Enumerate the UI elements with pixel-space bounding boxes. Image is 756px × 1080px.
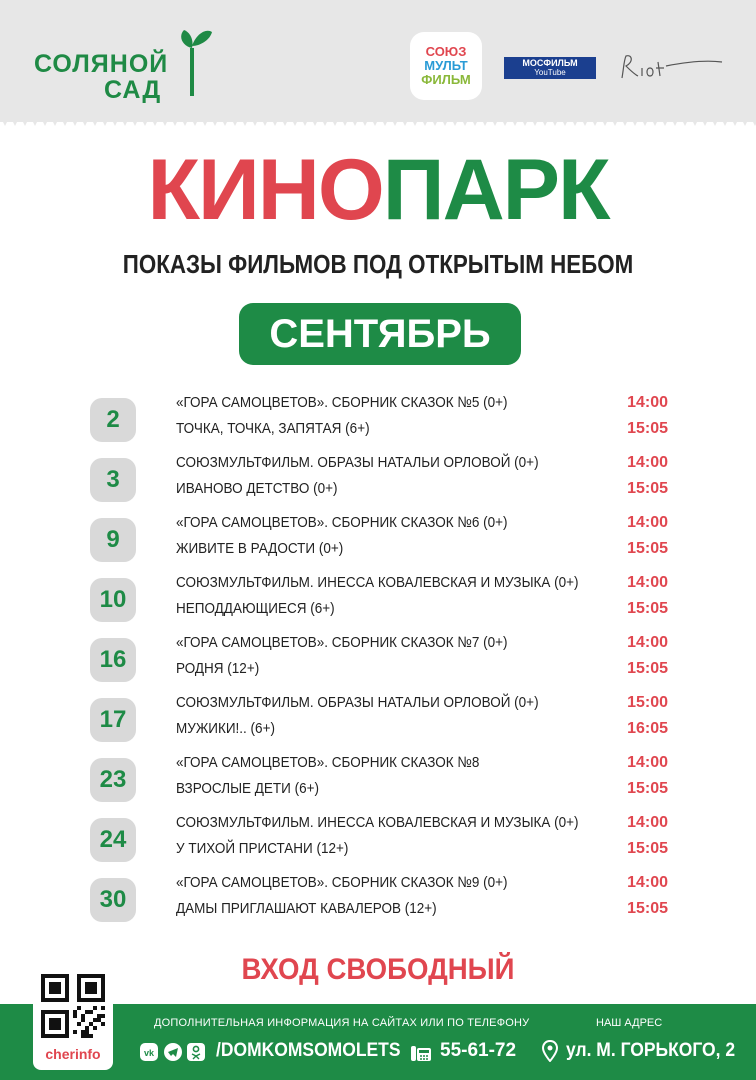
- schedule-row: [0, 694, 756, 758]
- showtime-first: 14:00: [627, 634, 668, 651]
- day-number: 17: [90, 698, 136, 742]
- film-title-second: ЖИВИТЕ В РАДОСТИ (0+): [176, 540, 344, 557]
- showtime-first: 15:00: [627, 694, 668, 711]
- schedule-row: [0, 814, 756, 878]
- sprout-icon: [180, 26, 214, 98]
- free-entry-text: ВХОД СВОБОДНЫЙ: [241, 953, 515, 986]
- mosfilm-youtube-logo: [504, 57, 596, 79]
- title-part-park: ПАРК: [382, 142, 609, 238]
- svg-text:vk: vk: [143, 1048, 155, 1058]
- showtime-second: 15:05: [627, 900, 668, 917]
- film-title-second: ВЗРОСЛЫЕ ДЕТИ (6+): [176, 780, 320, 797]
- day-number: 16: [90, 638, 136, 682]
- schedule-row: [0, 514, 756, 578]
- film-title-first: «ГОРА САМОЦВЕТОВ». СБОРНИК СКАЗОК №7 (0+): [176, 634, 508, 651]
- header-zigzag-edge: [0, 116, 756, 130]
- film-title-first: «ГОРА САМОЦВЕТОВ». СБОРНИК СКАЗОК №9 (0+): [176, 874, 508, 891]
- showtime-second: 15:05: [627, 420, 668, 437]
- schedule-row: [0, 874, 756, 938]
- film-title-second: ДАМЫ ПРИГЛАШАЮТ КАВАЛЕРОВ (12+): [176, 900, 437, 917]
- logo-smf-line3: ФИЛЬМ: [421, 72, 471, 87]
- logo-mos-line1: МОСФИЛЬМ: [522, 58, 578, 68]
- film-title-second: НЕПОДДАЮЩИЕСЯ (6+): [176, 600, 335, 617]
- showtime-second: 15:05: [627, 540, 668, 557]
- showtime-second: 15:05: [627, 660, 668, 677]
- schedule-row: [0, 754, 756, 818]
- social-icons: [140, 1042, 210, 1062]
- showtime-first: 14:00: [627, 454, 668, 471]
- qr-code-box[interactable]: [33, 966, 113, 1070]
- schedule-row: [0, 394, 756, 458]
- odnoklassniki-icon[interactable]: [187, 1043, 205, 1061]
- film-title-first: СОЮЗМУЛЬТФИЛЬМ. ИНЕССА КОВАЛЕВСКАЯ И МУЗЫКА (0+): [176, 574, 579, 591]
- showtime-second: 16:05: [627, 720, 668, 737]
- title-part-kino: КИНО: [147, 142, 383, 238]
- day-number: 23: [90, 758, 136, 802]
- day-number: 3: [90, 458, 136, 502]
- page-title: [0, 140, 756, 240]
- logo-mos-line2: YouTube: [534, 68, 566, 77]
- film-title-first: «ГОРА САМОЦВЕТОВ». СБОРНИК СКАЗОК №6 (0+): [176, 514, 508, 531]
- qr-code-icon: [41, 974, 105, 1038]
- day-number: 2: [90, 398, 136, 442]
- schedule-row: [0, 454, 756, 518]
- showtime-first: 14:00: [627, 874, 668, 891]
- film-title-second: У ТИХОЙ ПРИСТАНИ (12+): [176, 840, 349, 857]
- film-title-second: ИВАНОВО ДЕТСТВО (0+): [176, 480, 338, 497]
- logo-smf-line1: СОЮЗ: [425, 44, 467, 59]
- address: ул. М. ГОРЬКОГО, 2: [566, 1040, 736, 1061]
- logo-smf-line2: МУЛЬТ: [424, 58, 468, 73]
- phone-icon: [410, 1042, 432, 1062]
- film-title-first: СОЮЗМУЛЬТФИЛЬМ. ИНЕССА КОВАЛЕВСКАЯ И МУЗЫКА (0+): [176, 814, 579, 831]
- film-title-second: РОДНЯ (12+): [176, 660, 260, 677]
- film-title-first: «ГОРА САМОЦВЕТОВ». СБОРНИК СКАЗОК №5 (0+): [176, 394, 508, 411]
- logo-sad-line1: СОЛЯНОЙ: [34, 50, 169, 78]
- showtime-first: 14:00: [627, 394, 668, 411]
- month-badge: СЕНТЯБРЬ: [239, 303, 521, 365]
- phone-number[interactable]: 55-61-72: [440, 1040, 517, 1061]
- showtime-second: 15:05: [627, 840, 668, 857]
- footer-info-text: ДОПОЛНИТЕЛЬНАЯ ИНФОРМАЦИЯ НА САЙТАХ ИЛИ ПО ТЕЛЕФОНУ: [154, 1017, 530, 1029]
- film-title-second: МУЖИКИ!.. (6+): [176, 720, 275, 737]
- film-title-first: СОЮЗМУЛЬТФИЛЬМ. ОБРАЗЫ НАТАЛЬИ ОРЛОВОЙ (0+): [176, 694, 539, 711]
- riot-signature-logo: [616, 52, 726, 82]
- social-handle[interactable]: /DOMKOMSOMOLETS: [216, 1040, 401, 1061]
- day-number: 9: [90, 518, 136, 562]
- showtime-first: 14:00: [627, 754, 668, 771]
- day-number: 24: [90, 818, 136, 862]
- film-title-second: ТОЧКА, ТОЧКА, ЗАПЯТАЯ (6+): [176, 420, 370, 437]
- subtitle: ПОКАЗЫ ФИЛЬМОВ ПОД ОТКРЫТЫМ НЕБОМ: [122, 249, 634, 279]
- showtime-first: 14:00: [627, 514, 668, 531]
- showtime-second: 15:05: [627, 480, 668, 497]
- location-pin-icon: [542, 1040, 558, 1062]
- day-number: 30: [90, 878, 136, 922]
- showtime-second: 15:05: [627, 780, 668, 797]
- vk-icon[interactable]: [140, 1043, 158, 1061]
- logo-sad-line2: САД: [104, 76, 162, 104]
- film-title-first: СОЮЗМУЛЬТФИЛЬМ. ОБРАЗЫ НАТАЛЬИ ОРЛОВОЙ (0+): [176, 454, 539, 471]
- solyanoy-sad-logo: [30, 26, 200, 106]
- schedule-row: [0, 634, 756, 698]
- film-title-first: «ГОРА САМОЦВЕТОВ». СБОРНИК СКАЗОК №8: [176, 754, 480, 771]
- footer-address-label: НАШ АДРЕС: [596, 1017, 663, 1029]
- day-number: 10: [90, 578, 136, 622]
- schedule-row: [0, 574, 756, 638]
- showtime-first: 14:00: [627, 814, 668, 831]
- qr-brand: cherinfo: [45, 1046, 101, 1062]
- showtime-second: 15:05: [627, 600, 668, 617]
- telegram-icon[interactable]: [164, 1043, 182, 1061]
- soyuzmultfilm-logo: [410, 32, 482, 100]
- showtime-first: 14:00: [627, 574, 668, 591]
